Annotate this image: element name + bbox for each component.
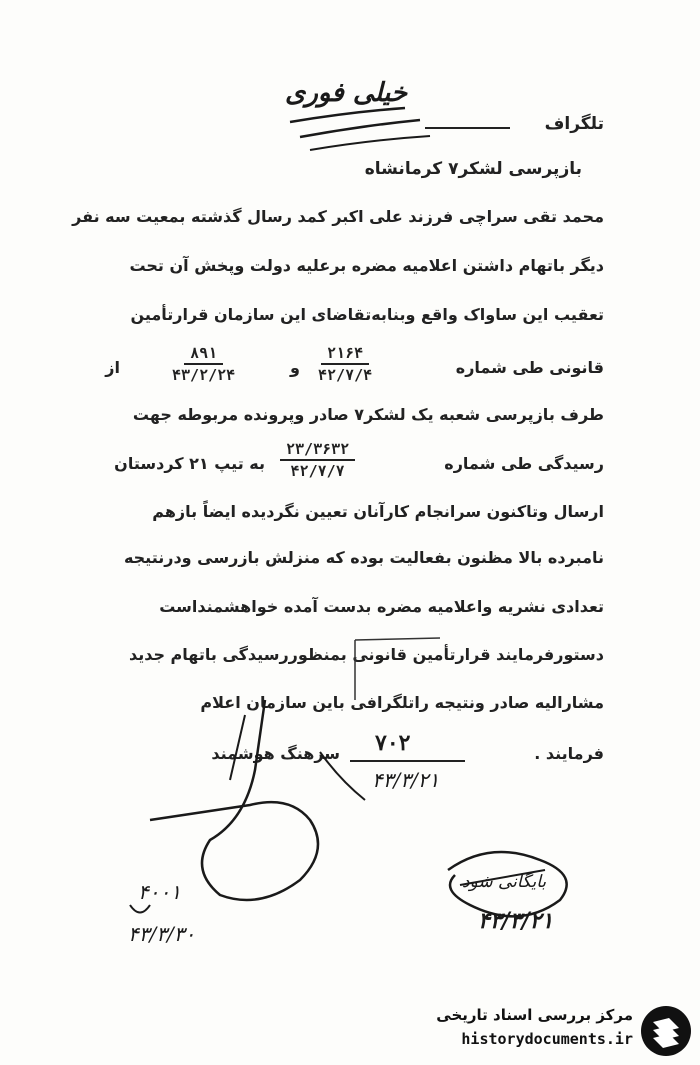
recipient-line: بازپرسی لشکر۷ کرمانشاه [364,159,582,179]
document-header-label: تلگراف [544,114,604,134]
body-line-5: ارسال وتاکنون سرانجام کارآنان تعیین نگردیده ایضاً بازهم [152,502,604,521]
body-line-3: تعقیب این ساواک واقع وبنابه‌تقاضای این سازمان قرارتأمین [130,305,604,324]
body-line-4: طرف بازپرسی شعبه یک لشکر۷ صادر وپرونده مربوطه جهت [132,405,604,424]
legal-line-end: از [105,358,120,377]
legal-ref-2-number: ۸۹۱ [184,344,223,365]
receipt-ref-number: ۲۳/۳۶۳۲ [280,440,355,461]
closing-number: ۷۰۲ [375,730,411,756]
body-line-8: دستورفرمایند قرارتأمین قانونی بمنظوررسیدگی باتهام جدید [128,645,604,664]
margin-note-number: ۴۰۰۱ [138,880,181,904]
receipt-line-end: به تیپ ۲۱ کردستان [114,454,265,473]
body-line-1: محمد تقی سراچی فرزند علی اکبر کمد رسال گذشته بمعیت سه نفر [72,207,604,226]
legal-ref-1-number: ۲۱۶۴ [321,344,369,365]
archive-date: ۴۳/۳/۲۱ [478,908,554,934]
handwritten-priority-note: خیلی فوری [285,78,408,108]
body-line-9: مشارالیه صادر ونتیجه راتلگرافی باین سازمان اعلام [200,693,604,712]
legal-ref-1-date: ۴۲/۷/۴ [318,366,373,384]
legal-line-joiner: و [290,358,300,377]
signature-loop [150,700,318,900]
watermark-title: مرکز بررسی اسناد تاریخی [436,1006,633,1024]
body-line-7: تعدادی نشریه واعلامیه مضره بدست آمده خواهشمنداست [159,597,604,616]
legal-ref-2-date: ۴۳/۲/۲۴ [172,366,236,384]
signatory-name: سرهنگ هوشمند [211,744,340,763]
watermark [410,1000,695,1060]
receipt-ref-date: ۴۲/۷/۷ [290,462,345,480]
closing-verb: فرمایند . [534,744,604,763]
stamp-date: ۴۳/۳/۲۱ [372,768,440,792]
archive-logo-icon [639,1004,693,1058]
body-line-2: دیگر باتهام داشتن اعلامیه مضره برعلیه دولت وپخش آن تحت [129,256,604,275]
watermark-url: historydocuments.ir [461,1030,633,1048]
body-line-6: نامبرده بالا مظنون بفعالیت بوده که منزلش بازرسی ودرنتیجه [123,548,604,567]
archive-instruction: بایگانی شود [462,872,547,892]
margin-note-date: ۴۳/۳/۳۰ [128,922,196,946]
receipt-line-start: رسیدگی طی شماره [444,454,604,473]
legal-line-start: قانونی طی شماره [455,358,604,377]
